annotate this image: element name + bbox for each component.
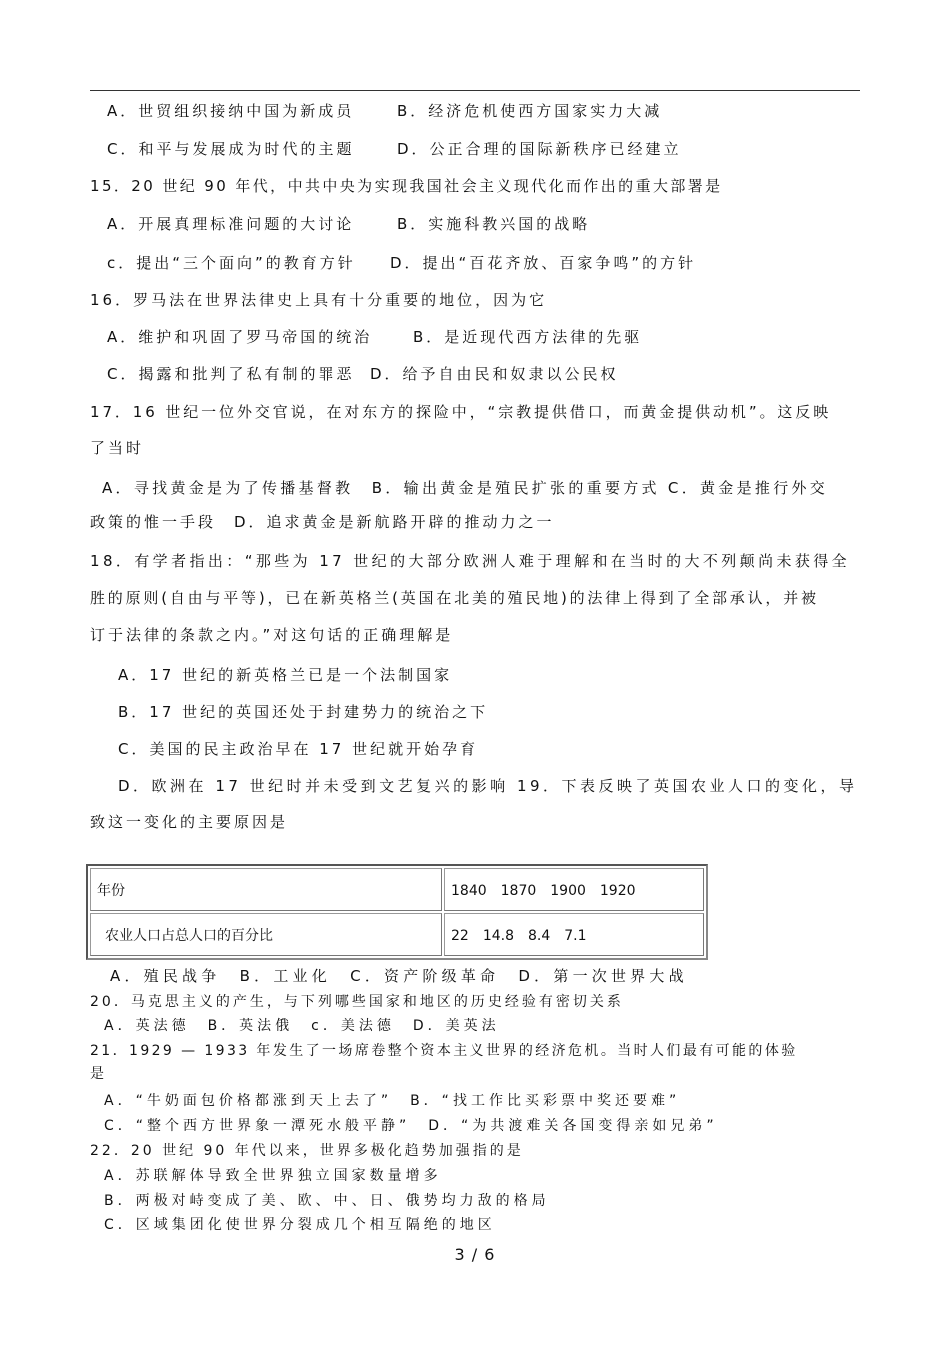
q15-option-c: c．提出“三个面向”的教育方针 [107,254,356,272]
q16-option-c: C．揭露和批判了私有制的罪恶 [107,365,355,383]
table-row [90,868,704,911]
q16-options-row1 [107,327,642,347]
table-year-values: 1840 1870 1900 1920 [444,868,704,911]
q18-stem-line1: 18．有学者指出：“那些为 17 世纪的大部分欧洲人难于理解和在当时的大不列颠尚未获得全 [90,552,851,570]
q19-stem-line2: 致这一变化的主要原因是 [90,813,289,831]
q18-option-b: B．17 世纪的英国还处于封建势力的统治之下 [118,703,489,721]
q14-options-row1 [107,101,662,121]
q14-option-a: A．世贸组织接纳中国为新成员 [107,102,355,120]
q17-stem-line2: 了当时 [90,439,145,457]
table-percentage-values: 22 14.8 8.4 7.1 [444,913,704,956]
q15-option-b: B．实施科教兴国的战略 [397,215,591,233]
q14-options-row2 [107,139,682,159]
q17-options-line2: 政策的惟一手段 D．追求黄金是新航路开辟的推动力之一 [90,513,555,531]
q16-stem: 16．罗马法在世界法律史上具有十分重要的地位，因为它 [90,291,548,309]
q16-option-b: B．是近现代西方法律的先驱 [413,328,643,346]
q15-options-row2 [107,253,696,273]
q14-option-b: B．经济危机使西方国家实力大减 [397,102,663,120]
header-rule [90,90,860,91]
q15-options-row1 [107,214,590,234]
q17-stem-line1: 17．16 世纪一位外交官说，在对东方的探险中，“宗教提供借口，而黄金提供动机”。这反映 [90,403,832,421]
q21-options-line1: A．“牛奶面包价格都涨到天上去了” B．“找工作比买彩票中奖还要难” [104,1093,681,1109]
q18-option-c: C．美国的民主政治早在 17 世纪就开始孕育 [118,740,479,758]
q18-stem-line3: 订于法律的条款之内。”对这句话的正确理解是 [90,626,454,644]
q15-option-d: D．提出“百花齐放、百家争鸣”的方针 [390,254,697,272]
q21-stem-line2: 是 [90,1066,108,1082]
q20-options: A．英法德 B．英法俄 c．美法德 D．美英法 [104,1018,500,1034]
q15-option-a: A．开展真理标准问题的大讨论 [107,215,355,233]
q22-stem: 22．20 世纪 90 年代以来，世界多极化趋势加强指的是 [90,1143,524,1159]
q19-options: A．殖民战争 B．工业化 C．资产阶级革命 D．第一次世界大战 [110,967,688,985]
q17-options-line1: A．寻找黄金是为了传播基督教 B．输出黄金是殖民扩张的重要方式 C．黄金是推行外交 [102,479,829,497]
table-header-year: 年份 [90,868,442,911]
q18-option-a: A．17 世纪的新英格兰已是一个法制国家 [118,666,453,684]
q15-stem: 15．20 世纪 90 年代，中共中央为实现我国社会主义现代化而作出的重大部署是 [90,177,723,195]
q22-option-b: B．两极对峙变成了美、欧、中、日、俄势均力敌的格局 [104,1193,550,1209]
q18-stem-line2: 胜的原则(自由与平等)，已在新英格兰(英国在北美的殖民地)的法律上得到了全部承认，并被 [90,589,819,607]
q14-option-d: D．公正合理的国际新秩序已经建立 [397,140,682,158]
page-number: 3 / 6 [454,1245,496,1264]
q16-option-d: D．给予自由民和奴隶以公民权 [370,365,619,383]
q16-options-row2 [107,364,619,384]
q22-option-c: C．区域集团化使世界分裂成几个相互隔绝的地区 [104,1217,496,1233]
q21-stem-line1: 21．1929 — 1933 年发生了一场席卷整个资本主义世界的经济危机。当时人们最有可能的体验 [90,1043,798,1059]
agri-population-table [86,864,708,960]
table-row [90,913,704,956]
q14-option-c: C．和平与发展成为时代的主题 [107,140,355,158]
q16-option-a: A．维护和巩固了罗马帝国的统治 [107,328,373,346]
q22-option-a: A．苏联解体导致全世界独立国家数量增多 [104,1168,442,1184]
q21-options-line2: C．“整个西方世界象一潭死水般平静” D．“为共渡难关各国变得亲如兄弟” [104,1118,718,1134]
q18-option-d-and-q19-stem: D．欧洲在 17 世纪时并未受到文艺复兴的影响 19．下表反映了英国农业人口的变化，导 [118,777,858,795]
table-header-percentage: 农业人口占总人口的百分比 [90,913,442,956]
q20-stem: 20．马克思主义的产生，与下列哪些国家和地区的历史经验有密切关系 [90,994,624,1010]
